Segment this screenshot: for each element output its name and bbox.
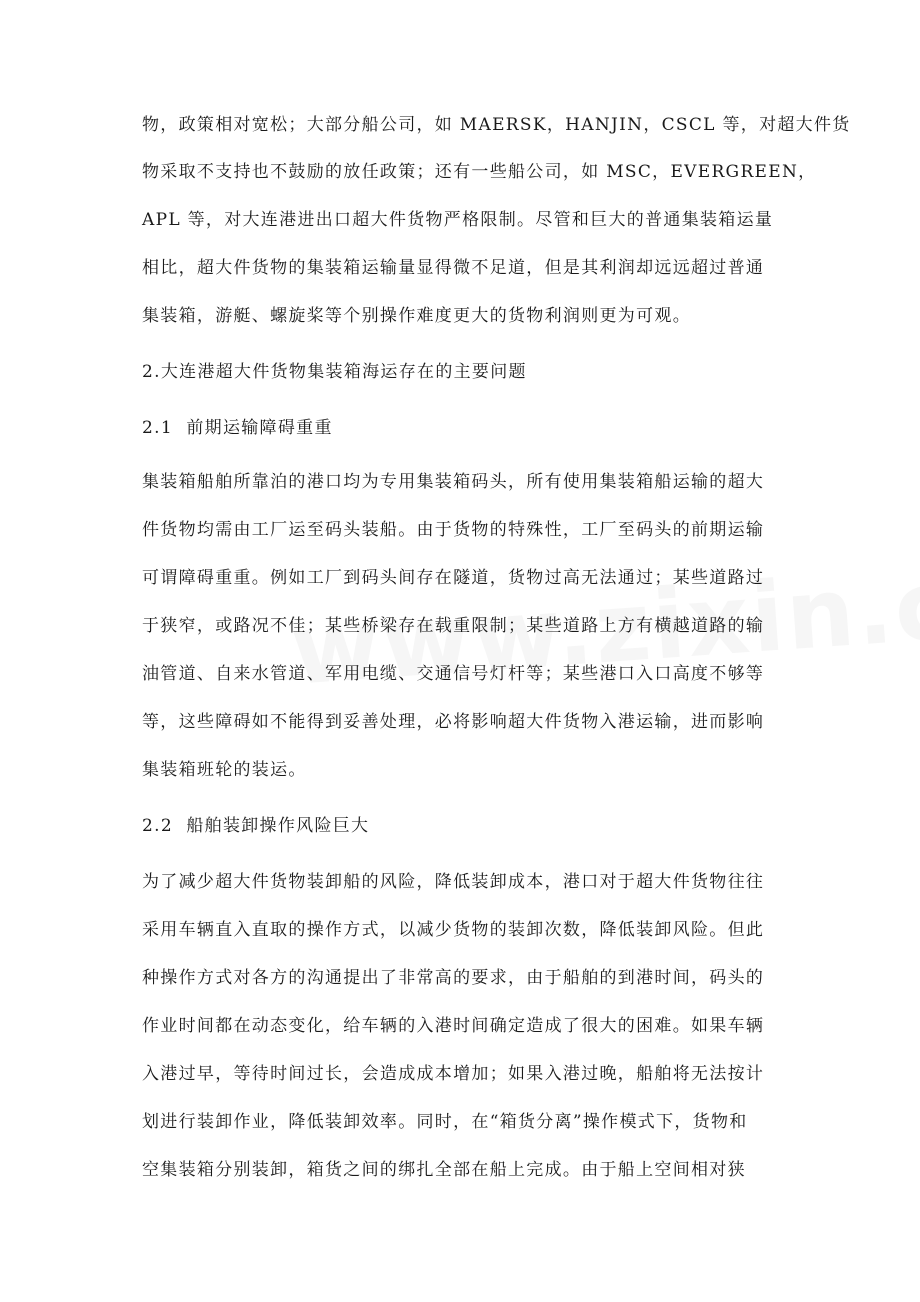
paragraph-line: 集装箱班轮的装运。 — [142, 760, 307, 780]
paragraph-line: 物，政策相对宽松；大部分船公司，如 MAERSK，HANJIN，CSCL 等，对超大件货 — [142, 115, 851, 135]
subsection-heading: 2.2 船舶装卸操作风险巨大 — [142, 816, 370, 836]
paragraph-line: 件货物均需由工厂运至码头装船。由于货物的特殊性，工厂至码头的前期运输 — [142, 520, 765, 540]
section-heading: 2.大连港超大件货物集装箱海运存在的主要问题 — [142, 362, 527, 382]
paragraph-line: 油管道、自来水管道、军用电缆、交通信号灯杆等；某些港口入口高度不够等 — [142, 664, 765, 684]
paragraph-line: 采用车辆直入直取的操作方式，以减少货物的装卸次数，降低装卸风险。但此 — [142, 920, 765, 940]
paragraph-line: 集装箱船舶所靠泊的港口均为专用集装箱码头，所有使用集装箱船运输的超大 — [142, 472, 765, 492]
paragraph-line: 可谓障碍重重。例如工厂到码头间存在隧道，货物过高无法通过；某些道路过 — [142, 568, 765, 588]
subsection-heading: 2.1 前期运输障碍重重 — [142, 418, 333, 438]
paragraph-line: 为了减少超大件货物装卸船的风险，降低装卸成本，港口对于超大件货物往往 — [142, 872, 765, 892]
paragraph-line: 相比，超大件货物的集装箱运输量显得微不足道，但是其利润却远远超过普通 — [142, 258, 765, 278]
paragraph-line: APL 等，对大连港进出口超大件货物严格限制。尽管和巨大的普通集装箱运量 — [142, 210, 774, 230]
paragraph-line: 物采取不支持也不鼓励的放任政策；还有一些船公司，如 MSC，EVERGREEN， — [142, 162, 817, 182]
paragraph-line: 于狭窄，或路况不佳；某些桥梁存在载重限制；某些道路上方有横越道路的输 — [142, 616, 765, 636]
paragraph-line: 作业时间都在动态变化，给车辆的入港时间确定造成了很大的困难。如果车辆 — [142, 1016, 765, 1036]
paragraph-line: 空集装箱分别装卸，箱货之间的绑扎全部在船上完成。由于船上空间相对狭 — [142, 1160, 746, 1180]
paragraph-line: 种操作方式对各方的沟通提出了非常高的要求，由于船舶的到港时间，码头的 — [142, 968, 765, 988]
paragraph-line: 入港过早，等待时间过长，会造成成本增加；如果入港过晚，船舶将无法按计 — [142, 1064, 765, 1084]
paragraph-line: 等，这些障碍如不能得到妥善处理，必将影响超大件货物入港运输，进而影响 — [142, 712, 765, 732]
paragraph-line: 集装箱，游艇、螺旋桨等个别操作难度更大的货物利润则更为可观。 — [142, 306, 691, 326]
paragraph-line: 划进行装卸作业，降低装卸效率。同时，在“箱货分离”操作模式下，货物和 — [142, 1112, 748, 1132]
